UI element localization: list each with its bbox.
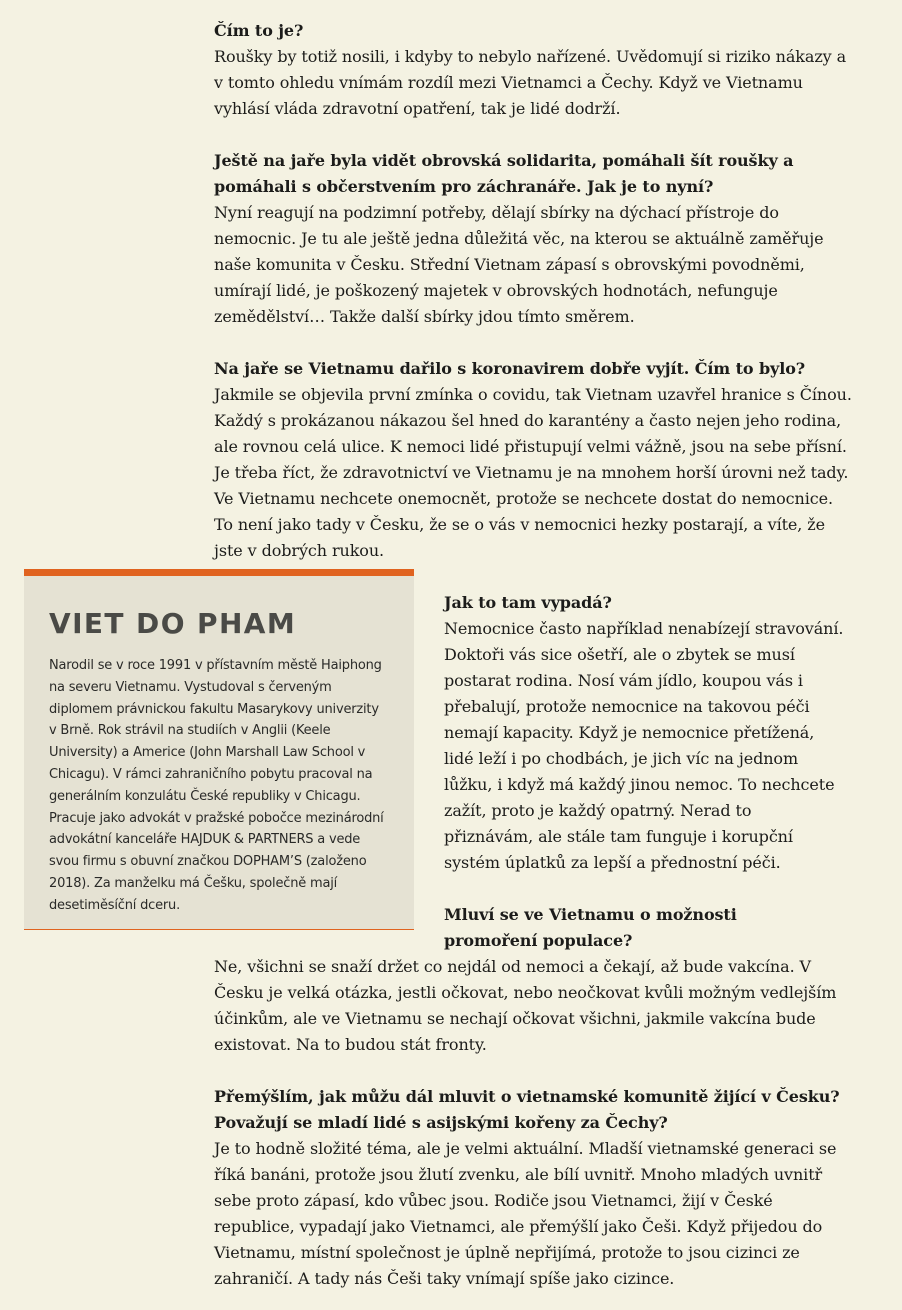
qa-block-6 bbox=[214, 1084, 854, 1292]
answer-6: Je to hodně složité téma, ale je velmi aktuální. Mladší vietnamské generaci se říká banáni, protože jsou žlutí zvenku, ale bílí uvnitř. Mnoho mladých uvnitř sebe proto zápasí, kdo vůbec jsou. Rodiče jsou Vietnamci, žijí v České republice, vypadají jako Vietnamci, ale přemýšlí jako Češi. Když přijedou do Vietnamu, místní společnost je úplně nepřijímá, protože to jsou cizinci ze zahraničí. A tady nás Češi taky vnímají spíše jako cizince. bbox=[214, 1139, 837, 1288]
author-name: VIET DO PHAM bbox=[49, 607, 297, 640]
qa-block-2 bbox=[214, 148, 854, 330]
question-1: Čím to je? bbox=[214, 21, 304, 40]
qa-block-5-answer bbox=[214, 954, 854, 1058]
question-5: Mluví se ve Vietnamu o možnosti promoření populace? bbox=[444, 905, 737, 950]
author-bio-box bbox=[24, 569, 414, 930]
qa-block-3 bbox=[214, 356, 854, 564]
question-2: Ještě na jaře byla vidět obrovská solidarita, pomáhali šít roušky a pomáhali s občerstvením pro záchranáře. Jak je to nyní? bbox=[214, 151, 794, 196]
answer-1: Roušky by totiž nosili, i kdyby to nebylo nařízené. Uvědomují si riziko nákazy a v tomto ohledu vnímám rozdíl mezi Vietnamci a Čechy. Když ve Vietnamu vyhlásí vláda zdravotní opatření, tak je lidé dodrží. bbox=[214, 47, 847, 118]
answer-5: Ne, všichni se snaží držet co nejdál od nemoci a čekají, až bude vakcína. V Česku je velká otázka, jestli očkovat, nebo neočkovat kvůli možným vedlejším účinkům, ale ve Vietnamu se nechají očkovat všichni, jakmile vakcína bude existovat. Na to budou stát fronty. bbox=[214, 957, 837, 1054]
qa-block-4 bbox=[444, 590, 844, 876]
qa-block-1 bbox=[214, 18, 854, 122]
question-6: Přemýšlím, jak můžu dál mluvit o vietnamské komunitě žijící v Česku? Považují se mladí lidé s asijskými kořeny za Čechy? bbox=[214, 1087, 840, 1132]
answer-3: Jakmile se objevila první zmínka o covidu, tak Vietnam uzavřel hranice s Čínou. Každý s prokázanou nákazou šel hned do karantény a často nejen jeho rodina, ale rovnou celá ulice. K nemoci lidé přistupují velmi vážně, jsou na sebe přísní. Je třeba říct, že zdravotnictví ve Vietnamu je na mnohem horší úrovni než tady. Ve Vietnamu nechcete onemocnět, protože se nechcete dostat do nemocnice. To není jako tady v Česku, že se o vás v nemocnici hezky postarají, a víte, že jste v dobrých rukou. bbox=[214, 385, 852, 560]
question-4: Jak to tam vypadá? bbox=[444, 593, 612, 612]
answer-4: Nemocnice často například nenabízejí stravování. Doktoři vás sice ošetří, ale o zbytek se musí postarat rodina. Nosí vám jídlo, koupou vás i přebalují, protože nemocnice na takovou péči nemají kapacity. Když je nemocnice přetížená, lidé leží i po chodbách, je jich víc na jednom lůžku, i když má každý jinou nemoc. To nechcete zažít, proto je každý opatrný. Nerad to přiznávám, ale stále tam funguje i korupční systém úplatků za lepší a přednostní péči. bbox=[444, 619, 844, 872]
qa-block-5-question bbox=[444, 902, 824, 954]
answer-2: Nyní reagují na podzimní potřeby, dělají sbírky na dýchací přístroje do nemocnic. Je tu ale ještě jedna důležitá věc, na kterou se aktuálně zaměřuje naše komunita v Česku. Střední Vietnam zápasí s obrovskými povodněmi, umírají lidé, je poškozený majetek v obrovských hodnotách, nefunguje zemědělství… Takže další sbírky jdou tímto směrem. bbox=[214, 203, 824, 326]
question-3: Na jaře se Vietnamu dařilo s koronavirem dobře vyjít. Čím to bylo? bbox=[214, 359, 806, 378]
author-bio: Narodil se v roce 1991 v přístavním městě Haiphong na severu Vietnamu. Vystudoval s červeným diplomem právnickou fakultu Masarykovy univerzity v Brně. Rok strávil na studiích v Anglii (Keele University) a Americe (John Marshall Law School v Chicagu). V rámci zahraničního pobytu pracoval na generálním konzulátu České republiky v Chicagu. Pracuje jako advokát v pražské pobočce mezinárodní advokátní kanceláře HAJDUK & PARTNERS a vede svou firmu s obuvní značkou DOPHAM’S (založeno 2018). Za manželku má Češku, společně mají desetiměsíční dceru. bbox=[49, 658, 384, 913]
